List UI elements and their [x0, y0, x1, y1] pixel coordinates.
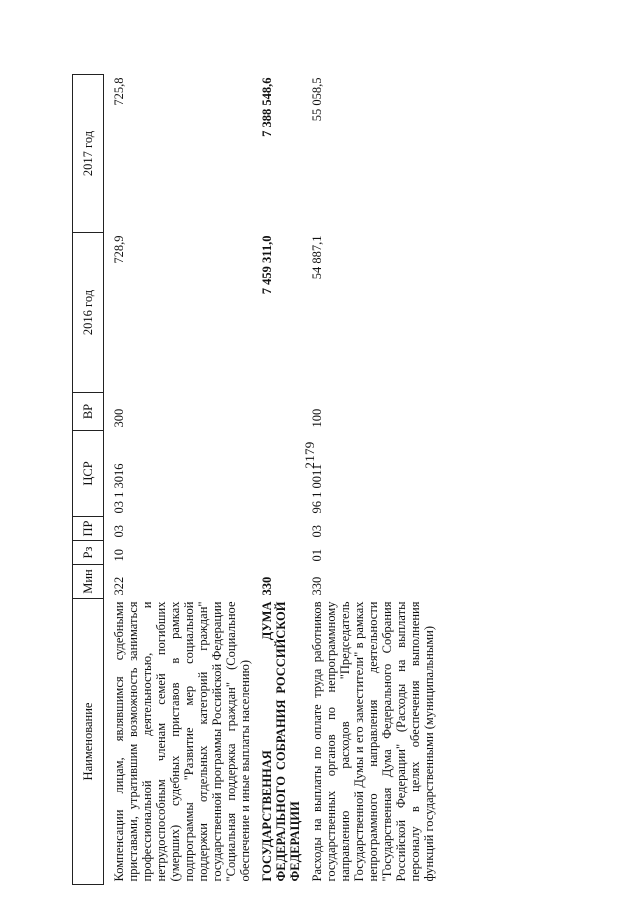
- row-name: Компенсации лицам, являвшимся судебными приставами, утратившим возможность заниматься профессиональной деятельностью, и нетрудоспособным членам семей погибших (умерших) судебных приставов в рамках подпрограммы "Развитие мер социальной поддержки отдельных категорий граждан" государственной программы Российской Федерации "Социальная поддержка граждан" (Социальное обеспечение и иные выплаты населению): [112, 601, 252, 882]
- row-rz: [260, 541, 302, 565]
- table-row: [112, 75, 252, 885]
- row-2016: 7 459 311,0: [260, 235, 274, 295]
- table-row: [260, 75, 302, 885]
- row-2016: 728,9: [112, 235, 126, 264]
- header-pr: ПР: [73, 517, 104, 541]
- spacer-row: [104, 75, 113, 885]
- row-min: 322: [112, 576, 126, 596]
- row-name: ГОСУДАРСТВЕННАЯ ДУМА ФЕДЕРАЛЬНОГО СОБРАНИЯ РОССИЙСКОЙ ФЕДЕРАЦИИ: [260, 601, 302, 882]
- row-min: 330: [310, 576, 324, 596]
- page-number: 2179: [302, 441, 317, 469]
- row-rz: 01: [310, 549, 324, 562]
- spacer-row: [252, 75, 260, 885]
- header-csr: ЦСР: [73, 431, 104, 517]
- table-header-row: [73, 75, 104, 885]
- row-csr: 96 1 0011: [310, 463, 324, 514]
- row-min: 330: [260, 576, 274, 596]
- spacer-row: [302, 75, 310, 885]
- row-csr: 03 1 3016: [112, 463, 126, 514]
- header-vr: ВР: [73, 393, 104, 431]
- budget-table: [72, 74, 436, 885]
- row-pr: [260, 517, 302, 541]
- header-min: Мин: [73, 565, 104, 599]
- table-row: [310, 75, 436, 885]
- row-pr: 03: [112, 525, 126, 538]
- row-2017: 725,8: [112, 77, 126, 106]
- row-csr: [260, 431, 302, 517]
- header-name: Наименование: [73, 599, 104, 885]
- header-rz: Рз: [73, 541, 104, 565]
- header-2016: 2016 год: [73, 233, 104, 393]
- row-vr: [260, 393, 302, 431]
- row-2017: 7 388 548,6: [260, 77, 274, 137]
- rotated-table-container: [72, 75, 592, 885]
- row-vr: 300: [112, 408, 126, 428]
- row-2016: 54 887,1: [310, 235, 324, 280]
- header-2017: 2017 год: [73, 75, 104, 233]
- row-name: Расходы на выплаты по оплате труда работников государственных органов по непрограммному направлению расходов "Председатель Государственной Думы и его заместители" в рамках непрограммного направления деятельности "Государственная Дума Федерального Собрания Российской Федерации" (Расходы на выплаты персоналу в целях обеспечения выполнения функций государственными (муниципальными): [310, 601, 436, 882]
- row-vr: 100: [310, 408, 324, 428]
- row-2017: 55 058,5: [310, 77, 324, 122]
- row-rz: 10: [112, 549, 126, 562]
- row-pr: 03: [310, 525, 324, 538]
